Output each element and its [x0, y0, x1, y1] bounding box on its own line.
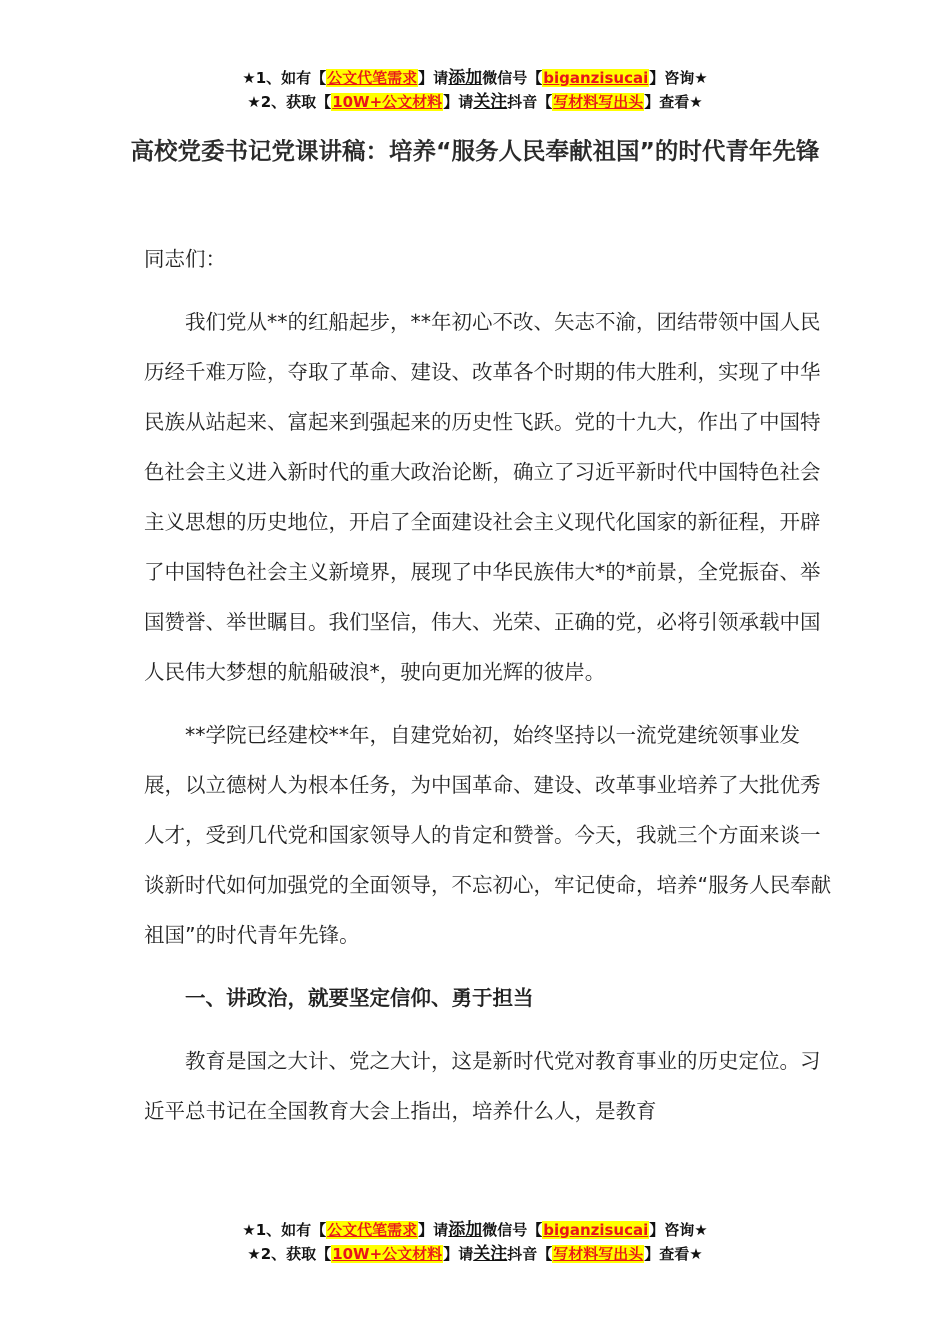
body-paragraph: 教育是国之大计、党之大计，这是新时代党对教育事业的历史定位。习近平总书记在全国教育大会上指出，培养什么人，是教育 [144, 1049, 821, 1123]
promo-text: ★1、如有【 [242, 69, 327, 87]
promo-emphasis: 关注 [473, 92, 508, 112]
body-paragraph: **学院已经建校**年，自建党始初，始终坚持以一流党建统领事业发展，以立德树人为根本任务，为中国革命、建设、改革事业培养了大批优秀人才，受到几代党和国家领导人的肯定和赞誉。今天，我就三个方面来谈一谈新时代如何加强党的全面领导，不忘初心，牢记使命，培养“服务人民奉献祖国”的时代青年先锋。 [144, 723, 832, 947]
promo-line-1 [0, 66, 950, 90]
promo-text: 】查看★ [644, 93, 703, 111]
promo-text: ★2、获取【 [247, 93, 332, 111]
wechat-id-highlight: biganzisucai [543, 69, 649, 87]
promo-text: 微信号【 [482, 69, 543, 87]
promo-text: 】咨询★ [649, 69, 708, 87]
promo-emphasis: 关注 [473, 1244, 508, 1264]
promo-highlight: 10W+公文材料 [332, 93, 443, 111]
promo-text: 】请 [418, 1221, 449, 1239]
salutation: 同志们： [144, 247, 226, 271]
promo-line-1 [0, 1218, 950, 1242]
promo-text: 】请 [418, 69, 449, 87]
promo-text: ★1、如有【 [242, 1221, 327, 1239]
body-paragraph: 我们党从**的红船起步，**年初心不改、矢志不渝，团结带领中国人民历经千难万险，夺取了革命、建设、改革各个时期的伟大胜利，实现了中华民族从站起来、富起来到强起来的历史性飞跃。党的十九大，作出了中国特色社会主义进入新时代的重大政治论断，确立了习近平新时代中国特色社会主义思想的历史地位，开启了全面建设社会主义现代化国家的新征程，开辟了中国特色社会主义新境界，展现了中华民族伟大*的*前景，全党振奋、举国赞誉、举世瞩目。我们坚信，伟大、光荣、正确的党，必将引领承载中国人民伟大梦想的航船破浪*，驶向更加光辉的彼岸。 [144, 310, 821, 684]
promo-emphasis: 添加 [448, 68, 483, 88]
promo-highlight: 公文代笔需求 [327, 1221, 418, 1239]
promo-text: 】请 [443, 1245, 474, 1263]
promo-text: 】咨询★ [649, 1221, 708, 1239]
promo-highlight: 10W+公文材料 [332, 1245, 443, 1263]
promo-emphasis: 添加 [448, 1220, 483, 1240]
promo-text: 】查看★ [644, 1245, 703, 1263]
douyin-id-highlight: 写材料写出头 [553, 1245, 644, 1263]
promo-line-2 [0, 1242, 950, 1266]
bottom-promo-banner [0, 1218, 950, 1266]
douyin-id-highlight: 写材料写出头 [553, 93, 644, 111]
promo-text: ★2、获取【 [247, 1245, 332, 1263]
promo-text: 抖音【 [507, 93, 553, 111]
top-promo-banner [0, 66, 950, 114]
promo-line-2 [0, 90, 950, 114]
promo-highlight: 公文代笔需求 [327, 69, 418, 87]
document-title: 高校党委书记党课讲稿：培养“服务人民奉献祖国”的时代青年先锋 [130, 137, 820, 165]
promo-text: 】请 [443, 93, 474, 111]
promo-text: 微信号【 [482, 1221, 543, 1239]
document-body [144, 234, 834, 1136]
wechat-id-highlight: biganzisucai [543, 1221, 649, 1239]
section-heading: 一、讲政治，就要坚定信仰、勇于担当 [185, 986, 534, 1010]
promo-text: 抖音【 [507, 1245, 553, 1263]
